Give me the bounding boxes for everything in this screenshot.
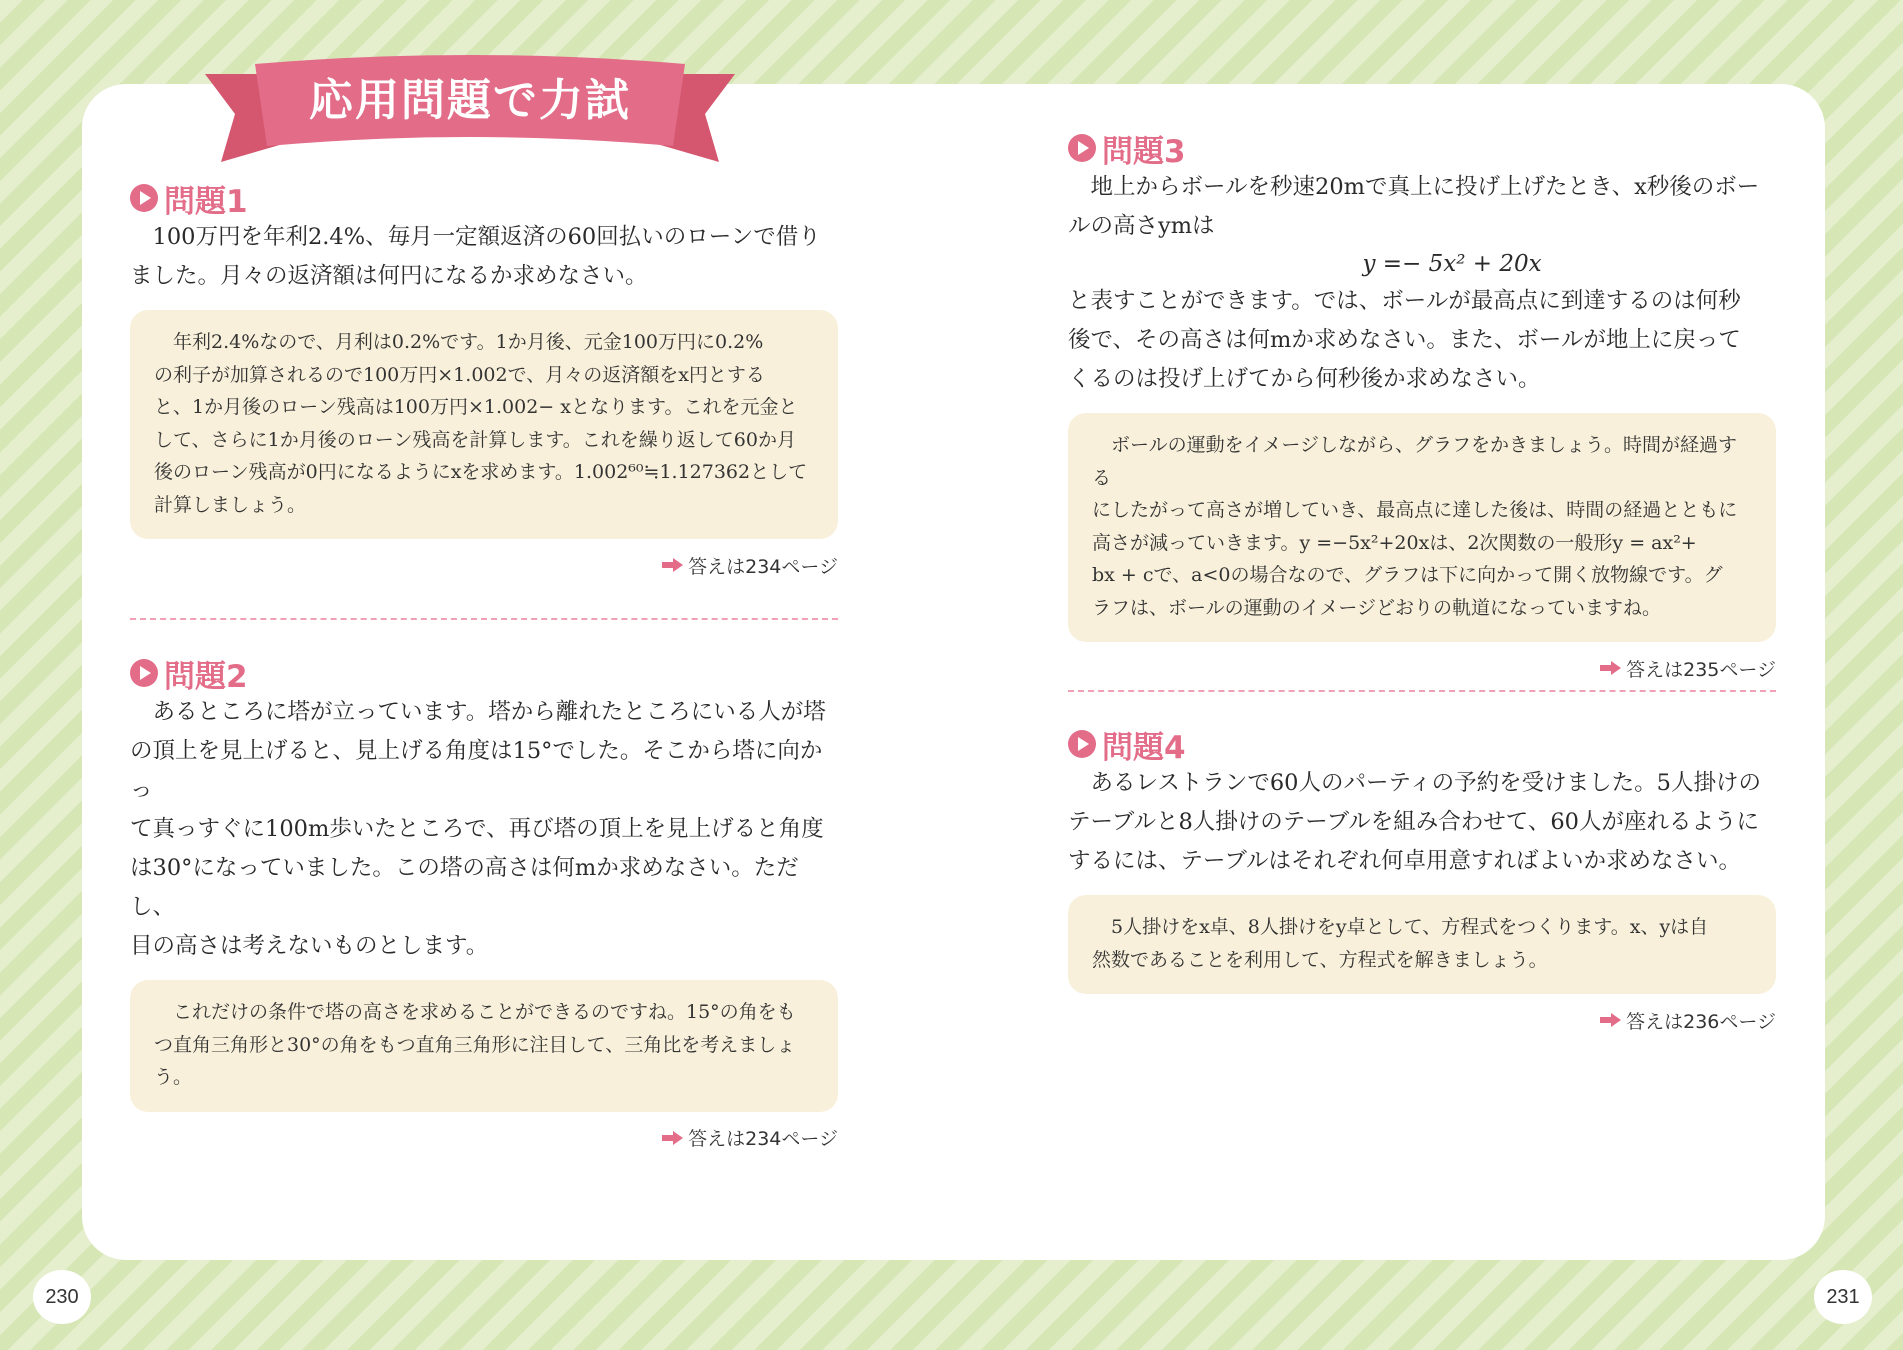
answer-reference — [130, 551, 838, 579]
problem-heading-label: 問題4 — [1102, 729, 1186, 766]
problem-heading — [130, 653, 838, 693]
problem-2 — [130, 653, 838, 1152]
play-icon — [1068, 730, 1096, 758]
problem-4 — [1068, 724, 1776, 1034]
problem-text: 100万円を年利2.4%、毎月一定額返済の60回払いのローンで借り ました。月々の返済額は何円になるか求めなさい。 — [130, 224, 821, 289]
problem-heading-label: 問題1 — [164, 183, 248, 220]
problem-heading — [1068, 724, 1776, 764]
section-divider — [1068, 690, 1776, 692]
problem-heading-label: 問題3 — [1102, 133, 1186, 170]
answer-reference — [130, 1124, 838, 1152]
problem-text: あるレストランで60人のパーティの予約を受けました。5人掛けの テーブルと8人掛けのテーブルを組み合わせて、60人が座れるように するには、テーブルはそれぞれ何卓用意すればよいか求めなさい。 — [1068, 770, 1761, 874]
arrow-right-icon — [1600, 661, 1622, 675]
problem-3 — [1068, 128, 1776, 682]
problem-heading — [130, 178, 838, 218]
answer-reference — [1068, 654, 1776, 682]
hint-box: ボールの運動をイメージしながら、グラフをかきましょう。時間が経過する にしたがって高さが増していき、最高点に達した後は、時間の経過とともに 高さが減っていきます。y =−5x²+20xは、2次関数の一般形y = ax²+ bx + cで、a<0の場合なので、グラフは下に向かって開く放物線です。グ ラフは、ボールの運動のイメージどおりの軌道になっていますね。 — [1068, 413, 1776, 642]
title-banner — [205, 52, 735, 196]
problem-1 — [130, 178, 838, 579]
arrow-right-icon — [662, 1131, 684, 1145]
problem-heading — [1068, 128, 1776, 168]
hint-box: 5人掛けをx卓、8人掛けをy卓として、方程式をつくります。x、yは自 然数であることを利用して、方程式を解きましょう。 — [1068, 895, 1776, 994]
page-number-left: 230 — [33, 1270, 91, 1324]
problem-heading-label: 問題2 — [164, 658, 248, 695]
problem-text: 地上からボールを秒速20mで真上に投げ上げたとき、x秒後のボー ルの高さymは — [1068, 174, 1760, 239]
play-icon — [1068, 134, 1096, 162]
section-divider — [130, 618, 838, 620]
answer-reference-label: 答えは234ページ — [688, 1128, 838, 1150]
arrow-right-icon — [1600, 1013, 1622, 1027]
hint-box: 年利2.4%なので、月利は0.2%です。1か月後、元金100万円に0.2% の利子が加算されるので100万円×1.002で、月々の返済額をx円とする と、1か月後のローン残高は100万円×1.002− xとなります。これを元金と して、さらに1か月後のローン残高を計算します。これを繰り返して60か月 後のローン残高が0円になるようにxを求めます。1.002⁶⁰≒1.127362として 計算しましょう。 — [130, 310, 838, 539]
formula: y =− 5x² + 20x — [1362, 251, 1542, 277]
banner-title: 応用問題で力試し — [309, 75, 631, 196]
arrow-right-icon — [662, 558, 684, 572]
answer-reference-label: 答えは235ページ — [1626, 658, 1776, 681]
page-number-right: 231 — [1814, 1270, 1872, 1324]
problem-text-continued: と表すことができます。では、ボールが最高点に到達するのは何秒 後で、その高さは何mか求めなさい。また、ボールが地上に戻って くるのは投げ上げてから何秒後か求めなさい。 — [1068, 288, 1741, 392]
play-icon — [130, 659, 158, 687]
answer-reference-label: 答えは236ページ — [1626, 1010, 1776, 1033]
answer-reference-label: 答えは234ページ — [688, 555, 838, 578]
hint-box: これだけの条件で塔の高さを求めることができるのですね。15°の角をも つ直角三角形と30°の角をもつ直角三角形に注目して、三角比を考えましょ う。 — [130, 980, 838, 1112]
answer-reference — [1068, 1006, 1776, 1034]
problem-text: あるところに塔が立っています。塔から離れたところにいる人が塔 の頂上を見上げると、見上げる角度は15°でした。そこから塔に向かっ て真っすぐに100m歩いたところで、再び塔の頂上を見上げると角度 は30°になっていました。この塔の高さは何mか求めなさい。ただし、 目の高さは考えないものとします。 — [130, 699, 826, 959]
play-icon — [130, 184, 158, 212]
